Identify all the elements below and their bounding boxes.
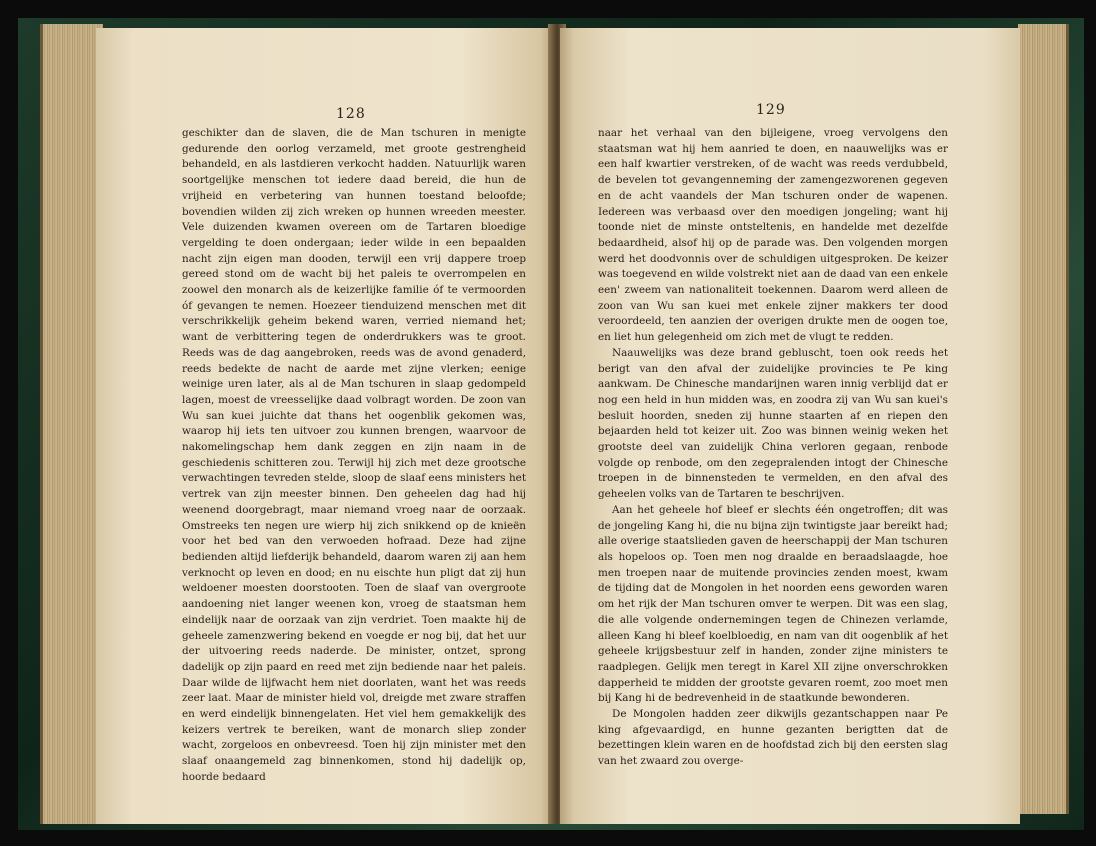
right-paragraph: Naauwelijks was deze brand gebluscht, toen ook reeds het berigt van den afval der zuidelijke provincies te Pe king aankwam. De Chinesche mandarijnen waren innig verblijd dat er nog een held in hun midden was, en zoodra zij van Wu san kuei's besluit hoorden, sneden zij hunne staarten af en riepen den bejaarden held tot keizer uit. Zoo was binnen weinig weken het grootste deel van zuidelijk China verloren gegaan, renbode volgde op renbode, om den zegepralenden intogt der Chinesche troepen in de binnensteden te vermelden, en den afval des geheelen volks van de Tartaren te beschrijven. <box>598 346 948 501</box>
right-paragraph: De Mongolen hadden zeer dikwijls gezantschappen naar Pe king afgevaardigd, en hunne gezanten berigtten dat de bezettingen klein waren en de hoofdstad zich bij den eersten slag van het zwaard zou overge- <box>598 708 948 768</box>
right-page-number: 129 <box>756 102 786 118</box>
right-paragraph: Aan het geheele hof bleef er slechts één ongetroffen; dit was de jongeling Kang hi, die nu bijna zijn twintigste jaar bereikt had; alle overige staatslieden gaven de heerschappij der Man tschuren als hopeloos op. Toen men nog draalde en beraadslaagde, hoe men troepen naar de muitende provincies zenden moest, kwam de tijding dat de Mongolen in het noorden eens geworden waren om het rijk der Man tschuren omver te werpen. Dit was een slag, die alle volgende ondernemingen tegen de Chinezen verlamde, alleen Kang hi bleef koelbloedig, en nam van dit oogenblik af het geheele krijgsbestuur zelf in handen, zonder zijne ministers te raadplegen. Gelijk men teregt in Karel XII zijne onverschrokken dapperheid te midden der grootste gevaren roemt, zoo moet men bij Kang hi de bedrevenheid in de staatkunde bewonderen. <box>598 503 948 705</box>
left-page-edges <box>40 24 103 824</box>
left-page-text <box>182 126 526 786</box>
right-page <box>560 28 1020 824</box>
left-page <box>96 28 554 824</box>
left-paragraph: geschikter dan de slaven, die de Man tschuren in menigte gedurende den oorlog verzameld, met groote gestrengheid behandeld, en als lastdieren verkocht hadden. Natuurlijk waren soortgelijke menschen tot iedere daad bereid, die hun de vrijheid en verbetering van hunnen toestand beloofde; bovendien wilden zij zich wreken op hunnen wreeden meester. Vele duizenden kwamen overeen om de Tartaren bloedige vergelding te doen ondergaan; ieder wilde in een bepaalden nacht zijn eigen man dooden, terwijl een vrij dappere troep gereed stond om de wacht bij het paleis te overrompelen en zoowel den monarch als de keizerlijke familie óf te vermoorden óf gevangen te nemen. Hoezeer tienduizend menschen met dit verschrikkelijk geheim bekend waren, verried niemand het; want de verbittering tegen de onderdrukkers was te groot. Reeds was de dag aangebroken, reeds was de avond genaderd, reeds bedekte de nacht de aarde met zijne vlerken; eenige weinige uren later, als al de Man tschuren in slaap gedompeld lagen, moest de vreesselijke daad volbragt worden. De zoon van Wu san kuei juichte dat thans het oogenblik gekomen was, waarop hij iets ten uitvoer zou kunnen brengen, waarvoor de nakomelingschap hem dank zeggen en zijn naam in de geschiedenis schitteren zou. Terwijl hij zich met deze grootsche verwachtingen tevreden stelde, sloop de slaaf eens ministers het vertrek van zijn meester binnen. Den geheelen dag had hij weenend doorgebragt, maar niemand vroeg naar de oorzaak. Omstreeks ten negen ure wierp hij zich snikkend op de knieën voor het bed van den verwoeden hofraad. Deze had zijne bedienden altijd liefderijk behandeld, daarom waren zij aan hem verknocht op leven en dood; en nu eischte hun pligt dat zij hun weldoener moesten doorstooten. Toen de slaaf van overgroote aandoening niet langer weenen kon, vroeg de staatsman hem eindelijk naar de oorzaak van zijn verdriet. Toen maakte hij de geheele zamenzwering bekend en voegde er nog bij, dat het uur der uitvoering reeds naderde. De minister, ontzet, sprong dadelijk op zijn paard en reed met zijn bediende naar het paleis. Daar wilde de lijfwacht hem niet doorlaten, want het was reeds zeer laat. Maar de minister hield vol, dreigde met zware straffen en werd eindelijk binnengelaten. Het viel hem gemakkelijk des keizers vertrek te bereiken, want de monarch sliep zonder wacht, zorgeloos en onbevreesd. Toen hij zijn minister met den slaaf onaangemeld zag binnenkomen, stond hij dadelijk op, hoorde bedaard <box>182 127 526 783</box>
right-page-text <box>598 126 948 770</box>
right-paragraph: naar het verhaal van den bijleigene, vroeg vervolgens den staatsman wat hij hem aanried te doen, en naauwelijks was er een half kwartier verstreken, of de wacht was reeds verdubbeld, de bevelen tot gevangenneming der zamengezworenen gegeven en de acht vaandels der Man tschuren onder de wapenen. Iedereen was verbaasd over den moedigen jongeling; want hij toonde niet de minste ontsteltenis, en handelde met dezelfde bedaardheid, alsof hij op de parade was. Den volgenden morgen werd het doodvonnis over de schuldigen uitgesproken. De keizer was toegevend en wilde volstrekt niet aan de daad van een enkele een' zweem van nationaliteit toekennen. Daarom werd alleen de zoon van Wu san kuei met enkele zijner makkers ter dood veroordeeld, ten aanzien der overigen drukte men de oogen toe, en liet hun gelegenheid om zich met de vlugt te redden. <box>598 127 948 344</box>
left-page-number: 128 <box>336 106 366 122</box>
right-page-edges <box>1018 24 1069 814</box>
